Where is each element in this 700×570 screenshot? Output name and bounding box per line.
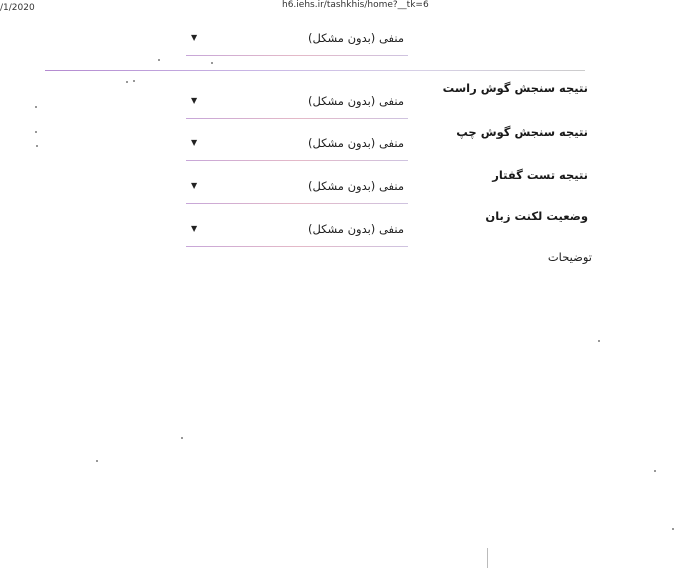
chevron-down-icon[interactable]: ▼: [191, 224, 198, 233]
left-ear-select[interactable]: [186, 133, 408, 155]
scan-speck: [126, 81, 128, 83]
scan-speck: [672, 528, 674, 530]
scan-speck: [96, 460, 98, 462]
select-underline: [186, 118, 408, 119]
scan-speck: [211, 62, 213, 64]
scan-speck: [35, 131, 37, 133]
speech-test-value: منفی (بدون مشکل): [307, 179, 404, 193]
chevron-down-icon[interactable]: ▼: [191, 138, 198, 147]
scan-speck: [598, 340, 600, 342]
print-date: /1/2020: [0, 3, 35, 13]
stuttering-value: منفی (بدون مشکل): [307, 222, 404, 236]
right-ear-select[interactable]: [186, 91, 408, 113]
left-ear-value: منفی (بدون مشکل): [307, 136, 404, 150]
scan-speck: [35, 106, 37, 108]
scan-mark: [487, 548, 488, 568]
select-underline: [186, 203, 408, 204]
stuttering-select[interactable]: [186, 219, 408, 241]
scan-speck: [654, 470, 656, 472]
scan-speck: [181, 437, 183, 439]
top-select[interactable]: [186, 28, 408, 50]
chevron-down-icon[interactable]: ▼: [191, 33, 198, 42]
right-ear-value: منفی (بدون مشکل): [307, 94, 404, 108]
speech-test-label: نتیجه تست گفتار: [492, 168, 588, 182]
scan-speck: [158, 59, 160, 61]
chevron-down-icon[interactable]: ▼: [191, 181, 198, 190]
page-url: h6.iehs.ir/tashkhis/home?__tk=6: [282, 0, 429, 10]
scan-speck: [133, 80, 135, 82]
left-ear-label: نتیجه سنجش گوش چپ: [456, 125, 588, 139]
stuttering-label: وضعیت لکنت زبان: [485, 209, 588, 223]
chevron-down-icon[interactable]: ▼: [191, 96, 198, 105]
select-underline: [186, 55, 408, 56]
scan-speck: [36, 145, 38, 147]
notes-label: توضیحات: [547, 250, 592, 264]
right-ear-label: نتیجه سنجش گوش راست: [442, 81, 588, 95]
section-divider: [45, 70, 585, 71]
select-underline: [186, 160, 408, 161]
speech-test-select[interactable]: [186, 176, 408, 198]
top-select-value: منفی (بدون مشکل): [307, 31, 404, 45]
select-underline: [186, 246, 408, 247]
